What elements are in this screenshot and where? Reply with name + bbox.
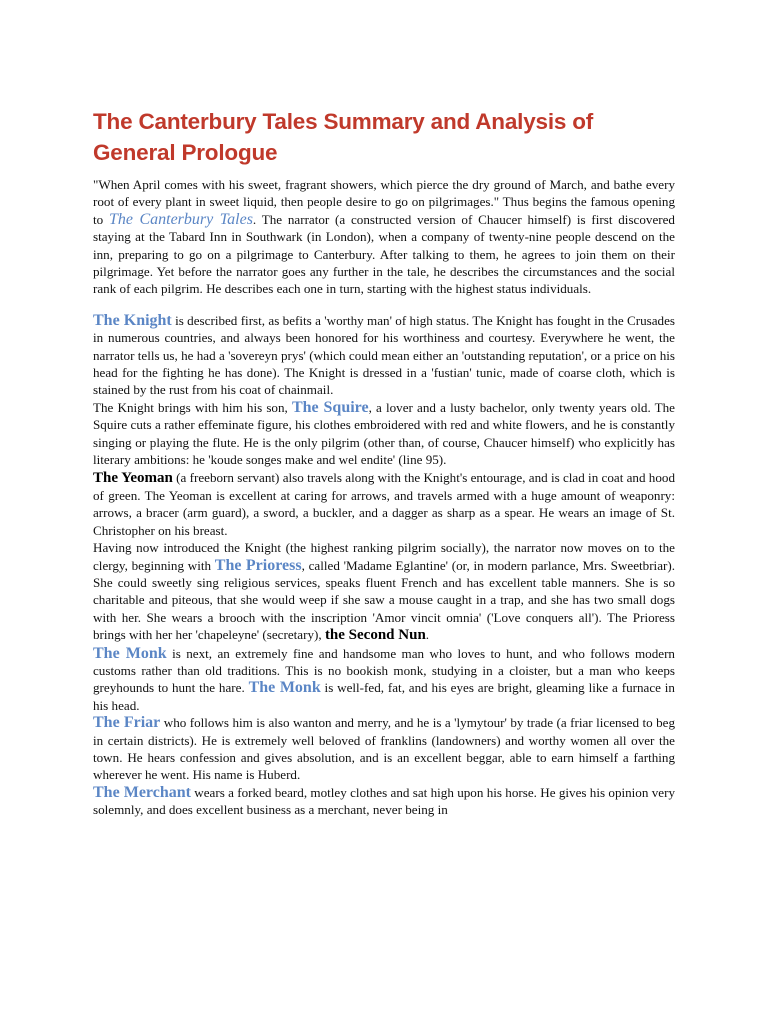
paragraph-text: is described first, as befits a 'worthy man' of high status. The Knight has fought in the Crusades in numerous countries, and always been honored for his worthiness and courtesy. Everywhere he went, the narrator tells us, he had a 'sovereyn prys' (which could mean either an 'outstanding reputation', or a price on his head for the fighting he has done). The Knight is dressed in a 'fustian' tunic, made of coarse cloth, which is stained by the rust from his coat of chainmail.	[93, 312, 675, 398]
link-the-friar[interactable]: The Friar	[93, 714, 161, 732]
paragraph-text: is next, an extremely fine and handsome man who loves to hunt, and who follows modern customs rather than old traditions. This is no bookish monk, studying in a cloister, but a man who keeps greyhounds to hunt the hare.	[93, 645, 675, 696]
link-canterbury-tales[interactable]: The Canterbury Tales	[108, 210, 253, 228]
link-the-monk-2[interactable]: The Monk	[248, 679, 321, 697]
link-the-knight[interactable]: The Knight	[93, 311, 172, 329]
paragraph-text: is well-fed, fat, and his eyes are bright, gleaming like a furnace in his head.	[93, 680, 675, 713]
heading-second-nun: the Second Nun	[324, 627, 426, 644]
paragraph-text: , a lover and a lusty bachelor, only twenty years old. The Squire cuts a rather effeminate figure, his clothes embroidered with red and white flowers, and he is constantly singing or playing the flute. He is the only pilgrim (other than, of course, Chaucer himself) who explicitly has literary ambitions: he 'koude songes make and wel endite' (line 95).	[93, 399, 675, 468]
paragraph-text: The Knight brings with him his son,	[93, 399, 292, 415]
link-the-monk[interactable]: The Monk	[93, 644, 167, 662]
link-the-squire[interactable]: The Squire	[291, 398, 369, 416]
paragraph-yeoman	[93, 469, 675, 540]
paragraph-knight	[93, 312, 675, 399]
paragraph-text: Having now introduced the Knight (the highest ranking pilgrim socially), the narrator now moves on to the clergy, beginning with	[93, 540, 675, 573]
link-the-prioress[interactable]: The Prioress	[214, 556, 302, 574]
heading-the-yeoman: The Yeoman	[93, 469, 173, 486]
paragraph-squire	[93, 399, 675, 469]
paragraph-text: . The narrator (a constructed version of Chaucer himself) is first discovered staying at the Tabard Inn in Southwark (in London), when a company of twenty-nine people descend on the inn, preparing to go on a pilgrimage to Canterbury. After talking to them, he agrees to join them on their pilgrimage. Yet before the narrator goes any further in the tale, he describes the circumstances and the social rank of each pilgrim. He describes each one in turn, starting with the highest status individuals.	[93, 211, 675, 297]
paragraph-merchant	[93, 784, 675, 819]
paragraph-text: wears a forked beard, motley clothes and sat high upon his horse. He gives his opinion very solemnly, and does excellent business as a merchant, never being in	[93, 784, 675, 818]
paragraph-intro	[93, 176, 675, 298]
paragraph-monk	[93, 645, 675, 715]
document-page	[93, 106, 675, 819]
paragraph-text: .	[425, 627, 430, 643]
paragraph-text: "When April comes with his sweet, fragrant showers, which pierce the dry ground of March, and bathe every root of every plant in sweet liquid, then people desire to go on pilgrimages." Thus begins the famous opening to	[93, 177, 675, 227]
paragraph-text: (a freeborn servant) also travels along with the Knight's entourage, and is clad in coat and hood of green. The Yeoman is excellent at caring for arrows, and travels armed with a huge amount of weaponry: arrows, a bracer (arm guard), a sword, a buckler, and a dagger as sharp as a spear. He wears an image of St. Christopher on his breast.	[93, 469, 675, 538]
paragraph-friar	[93, 714, 675, 784]
paragraph-prioress	[93, 539, 675, 644]
paragraph-text: who follows him is also wanton and merry, and he is a 'lymytour' by trade (a friar licensed to beg in certain districts). He is extremely well beloved of franklins (landowners) and worthy women all over the town. He hears confession and gives absolution, and is an excellent beggar, able to earn himself a farthing wherever he went. His name is Huberd.	[93, 715, 676, 783]
paragraph-text: , called 'Madame Eglantine' (or, in modern parlance, Mrs. Sweetbriar). She could sweetly sing religious services, speaks fluent French and has excellent table manners. She is so charitable and piteous, that she would weep if she saw a mouse caught in a trap, and she has two small dogs with her. She wears a brooch with the inscription 'Amor vincit omnia' ('Love conquers all'). The Prioress brings with her her 'chapeleyne' (secretary),	[93, 557, 675, 643]
page-title: The Canterbury Tales Summary and Analysis of General Prologue	[93, 109, 594, 165]
link-the-merchant[interactable]: The Merchant	[93, 783, 191, 801]
